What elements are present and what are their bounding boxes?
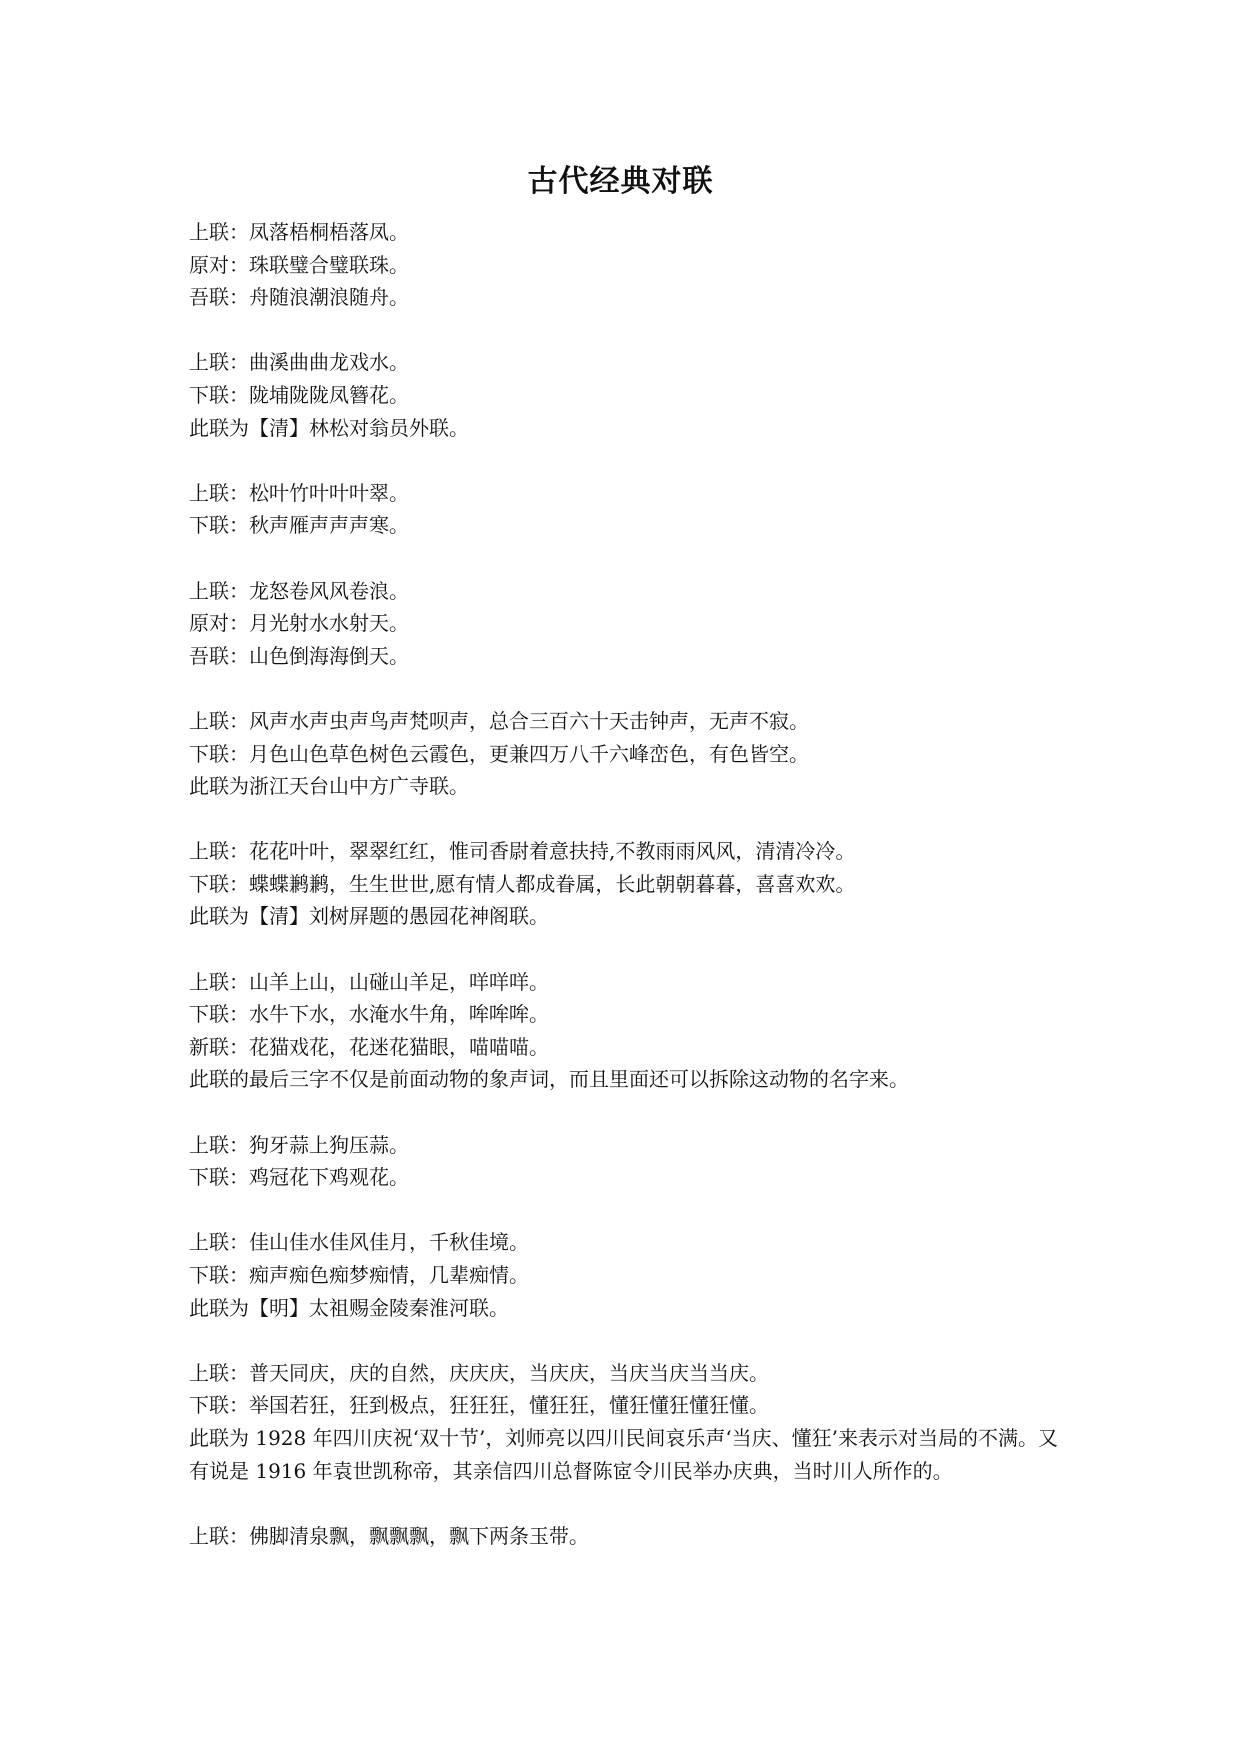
text-line: 此联为浙江天台山中方广寺联。 [189, 774, 469, 799]
paragraph-gap [189, 1324, 1069, 1357]
text-line: 下联：痴声痴色痴梦痴情，几辈痴情。 [189, 1263, 529, 1287]
text-line: 原对：月光射水水射天。 [189, 611, 409, 636]
text-line: 上联：花花叶叶，翠翠红红，惟司香尉着意扶持,不教雨雨风风，清清冷冷。 [189, 839, 856, 864]
text-line: 上联：山羊上山，山碰山羊足，咩咩咩。 [189, 969, 549, 994]
text-line: 上联：松叶竹叶叶叶翠。 [189, 480, 409, 505]
text-line: 上联：风声水声虫声鸟声梵呗声，总合三百六十天击钟声，无声不寂。 [189, 708, 809, 733]
text-line: 此联为【清】刘树屏题的愚园花神阁联。 [189, 904, 549, 929]
text-line: 上联：狗牙蒜上狗压蒜。 [189, 1132, 409, 1157]
document-body [189, 216, 1069, 1552]
paragraph-gap [189, 444, 1069, 477]
paragraph-gap [189, 672, 1069, 705]
paragraph-gap [189, 1487, 1069, 1520]
text-line: 吾联：舟随浪潮浪随舟。 [189, 285, 409, 310]
paragraph-gap [189, 314, 1069, 347]
paragraph-gap [189, 933, 1069, 966]
text-line: 下联：秋声雁声声声寒。 [189, 513, 409, 538]
text-line: 下联：陇埔陇陇凤簪花。 [189, 382, 409, 407]
text-line: 新联：花猫戏花，花迷花猫眼，喵喵喵。 [189, 1034, 549, 1059]
text-line: 下联：举国若狂，狂到极点，狂狂狂，懂狂狂，懂狂懂狂懂狂懂。 [189, 1393, 769, 1418]
text-line: 下联：水牛下水，水淹水牛角，哞哞哞。 [189, 1002, 549, 1027]
text-line: 此联的最后三字不仅是前面动物的象声词，而且里面还可以拆除这动物的名字来。 [189, 1067, 909, 1092]
text-line: 上联：龙怒卷风风卷浪。 [189, 578, 409, 603]
paragraph-gap [189, 542, 1069, 575]
text-paragraph: 此联为 1928 年四川庆祝‘双十节’，刘师亮以四川民间哀乐声‘当庆、懂狂’来表示对当局的不满。又有说是 1916 年袁世凯称帝，其亲信四川总督陈宧令川民举办庆典，当时川人所作的。 [189, 1425, 1059, 1483]
text-line: 下联：鸡冠花下鸡观花。 [189, 1165, 409, 1190]
text-line: 下联：月色山色草色树色云霞色，更兼四万八千六峰峦色，有色皆空。 [189, 741, 809, 766]
text-line: 上联：曲溪曲曲龙戏水。 [189, 350, 409, 375]
text-line: 原对：珠联璧合璧联珠。 [189, 252, 409, 277]
text-line: 上联：佛脚清泉飘，飘飘飘，飘下两条玉带。 [189, 1523, 589, 1548]
text-line: 吾联：山色倒海海倒天。 [189, 643, 409, 668]
document-title: 古代经典对联 [527, 164, 714, 199]
text-line: 下联：蝶蝶鹣鹣，生生世世,愿有情人都成眷属，长此朝朝暮暮，喜喜欢欢。 [189, 871, 856, 896]
text-line: 上联：普天同庆，庆的自然，庆庆庆，当庆庆，当庆当庆当当庆。 [189, 1360, 769, 1385]
text-line: 此联为【明】太祖赐金陵秦淮河联。 [189, 1295, 509, 1320]
paragraph-gap [189, 1096, 1069, 1129]
paragraph-gap [189, 1194, 1069, 1227]
text-line: 此联为【清】林松对翁员外联。 [189, 415, 469, 440]
text-line: 上联：佳山佳水佳风佳月，千秋佳境。 [189, 1230, 529, 1255]
text-line: 上联：凤落梧桐梧落凤。 [189, 220, 409, 244]
paragraph-gap [189, 803, 1069, 836]
